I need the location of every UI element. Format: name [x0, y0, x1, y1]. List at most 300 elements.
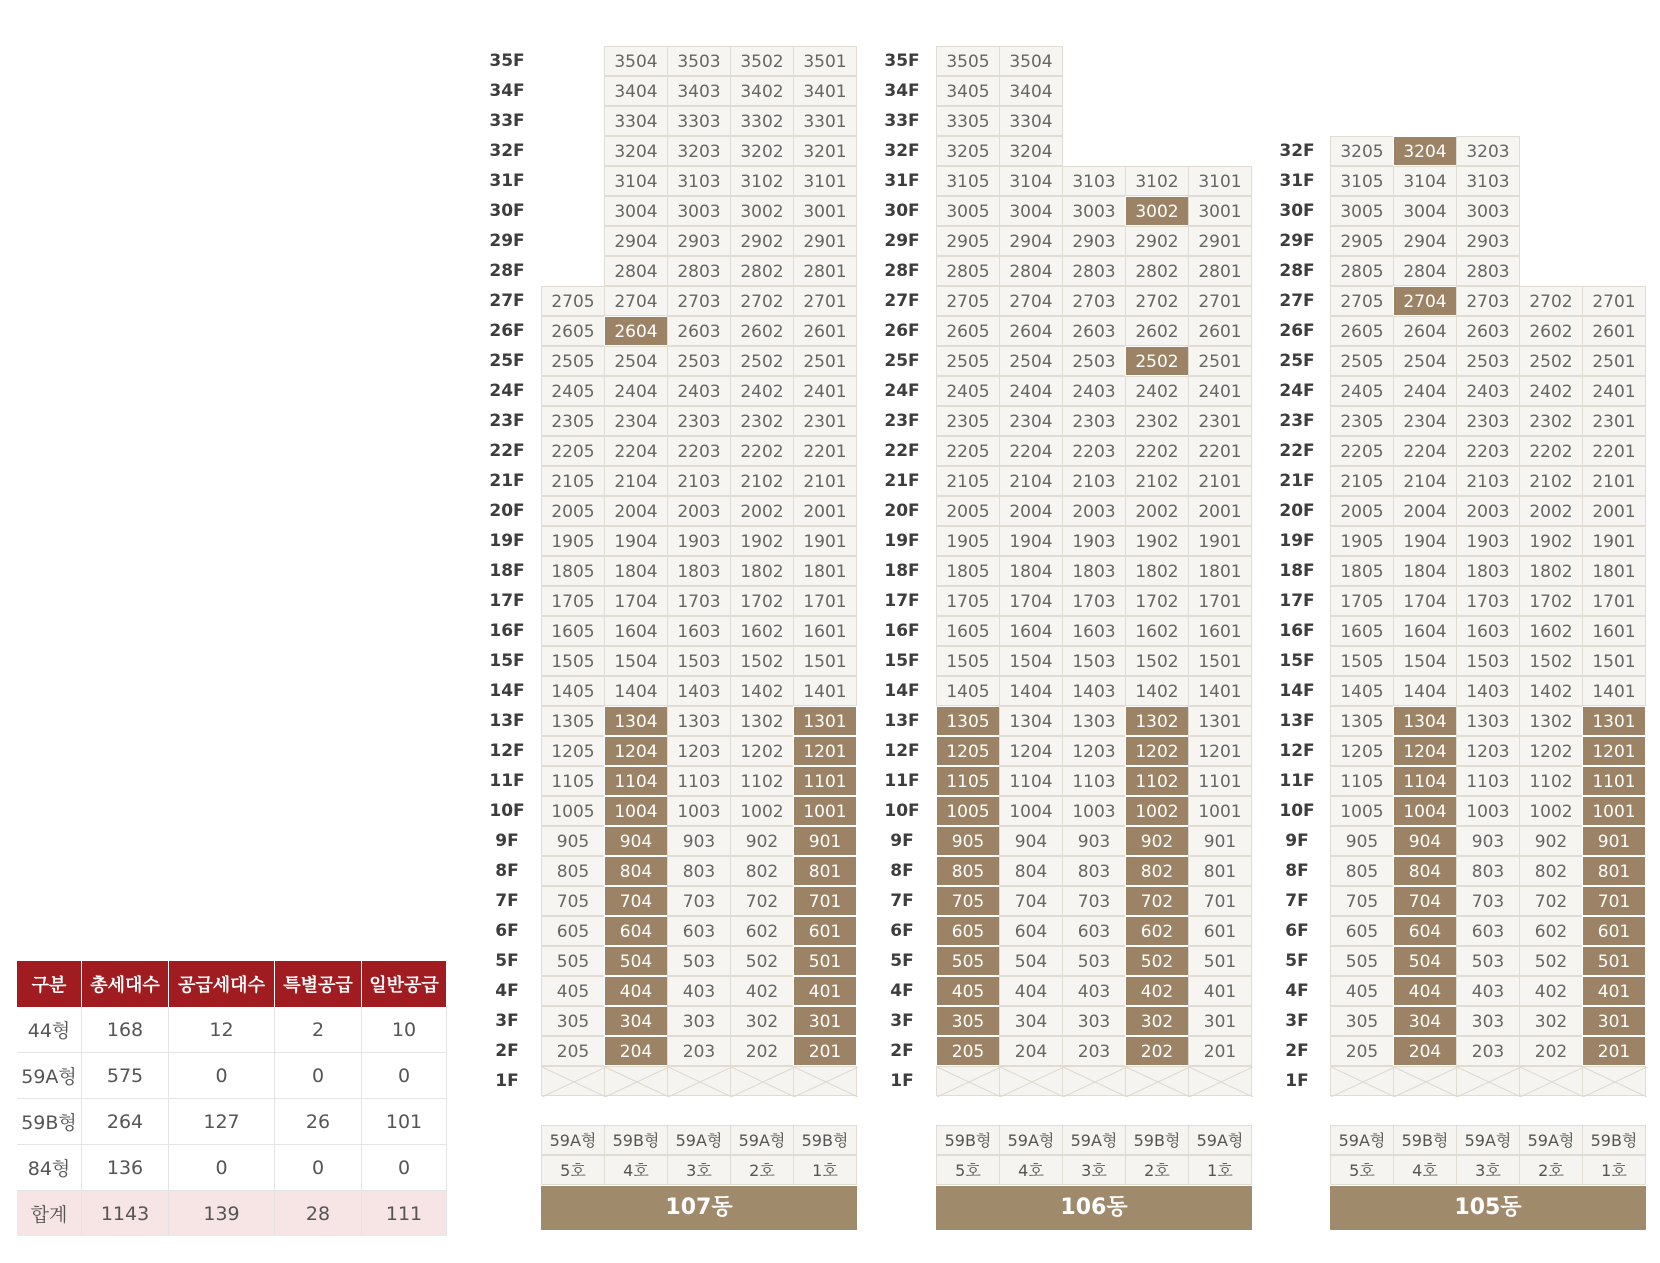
unit-cell-highlighted[interactable]: 304 — [604, 1006, 668, 1036]
unit-cell[interactable]: 202 — [1519, 1036, 1583, 1066]
unit-cell[interactable]: 2803 — [1062, 256, 1126, 286]
unit-cell-highlighted[interactable]: 2704 — [1393, 286, 1457, 316]
unit-cell[interactable]: 1602 — [1519, 616, 1583, 646]
unit-cell[interactable]: 201 — [1188, 1036, 1252, 1066]
unit-cell[interactable]: 2903 — [667, 226, 731, 256]
unit-cell-highlighted[interactable]: 501 — [1582, 946, 1646, 976]
unit-cell[interactable]: 2103 — [1456, 466, 1520, 496]
unit-cell[interactable]: 2901 — [793, 226, 857, 256]
unit-cell-highlighted[interactable]: 605 — [936, 916, 1000, 946]
unit-cell[interactable]: 1105 — [541, 766, 605, 796]
unit-cell[interactable]: 3003 — [667, 196, 731, 226]
unit-cell[interactable]: 1504 — [999, 646, 1063, 676]
unit-cell[interactable]: 801 — [1188, 856, 1252, 886]
unit-cell[interactable]: 1603 — [667, 616, 731, 646]
unit-cell[interactable]: 3405 — [936, 76, 1000, 106]
unit-cell[interactable]: 205 — [541, 1036, 605, 1066]
unit-cell[interactable]: 1103 — [667, 766, 731, 796]
unit-cell[interactable]: 1402 — [1125, 676, 1189, 706]
unit-cell[interactable]: 1604 — [604, 616, 668, 646]
unit-cell[interactable]: 2803 — [667, 256, 731, 286]
unit-cell[interactable]: 1105 — [1330, 766, 1394, 796]
unit-cell[interactable]: 3005 — [1330, 196, 1394, 226]
unit-cell[interactable]: 804 — [999, 856, 1063, 886]
unit-cell[interactable]: 3202 — [730, 136, 794, 166]
unit-cell[interactable]: 2304 — [604, 406, 668, 436]
unit-cell[interactable]: 2005 — [936, 496, 1000, 526]
unit-cell[interactable]: 1103 — [1062, 766, 1126, 796]
unit-cell[interactable]: 2903 — [1456, 226, 1520, 256]
unit-cell-highlighted[interactable]: 902 — [1125, 826, 1189, 856]
unit-cell[interactable]: 1803 — [1062, 556, 1126, 586]
unit-cell-highlighted[interactable]: 801 — [1582, 856, 1646, 886]
unit-cell-highlighted[interactable]: 601 — [1582, 916, 1646, 946]
unit-cell[interactable]: 1405 — [541, 676, 605, 706]
unit-cell[interactable]: 1802 — [730, 556, 794, 586]
unit-cell[interactable]: 2503 — [667, 346, 731, 376]
unit-cell[interactable]: 402 — [1519, 976, 1583, 1006]
unit-cell[interactable]: 3102 — [1125, 166, 1189, 196]
unit-cell[interactable]: 2101 — [1582, 466, 1646, 496]
unit-cell-highlighted[interactable]: 304 — [1393, 1006, 1457, 1036]
unit-cell[interactable]: 2203 — [1456, 436, 1520, 466]
unit-cell[interactable]: 1502 — [730, 646, 794, 676]
unit-cell[interactable]: 2404 — [1393, 376, 1457, 406]
unit-cell[interactable]: 2705 — [936, 286, 1000, 316]
unit-cell[interactable]: 2402 — [730, 376, 794, 406]
unit-cell-highlighted[interactable]: 202 — [1125, 1036, 1189, 1066]
unit-cell[interactable]: 2703 — [667, 286, 731, 316]
unit-cell[interactable]: 305 — [541, 1006, 605, 1036]
unit-cell[interactable]: 2801 — [793, 256, 857, 286]
unit-cell[interactable]: 1805 — [1330, 556, 1394, 586]
unit-cell[interactable]: 203 — [667, 1036, 731, 1066]
unit-cell[interactable]: 2405 — [936, 376, 1000, 406]
unit-cell[interactable]: 1201 — [1188, 736, 1252, 766]
unit-cell[interactable]: 2904 — [1393, 226, 1457, 256]
unit-cell[interactable]: 1704 — [1393, 586, 1457, 616]
unit-cell-highlighted[interactable]: 804 — [1393, 856, 1457, 886]
unit-cell[interactable]: 1602 — [1125, 616, 1189, 646]
unit-cell[interactable]: 2704 — [604, 286, 668, 316]
unit-cell-highlighted[interactable]: 401 — [793, 976, 857, 1006]
unit-cell-highlighted[interactable]: 1302 — [1125, 706, 1189, 736]
unit-cell[interactable]: 3302 — [730, 106, 794, 136]
unit-cell[interactable]: 1805 — [541, 556, 605, 586]
unit-cell[interactable]: 2701 — [1582, 286, 1646, 316]
unit-cell-highlighted[interactable]: 1201 — [793, 736, 857, 766]
unit-cell[interactable]: 3504 — [604, 46, 668, 76]
unit-cell[interactable]: 1903 — [667, 526, 731, 556]
unit-cell[interactable]: 1801 — [1188, 556, 1252, 586]
unit-cell-highlighted[interactable]: 704 — [1393, 886, 1457, 916]
unit-cell-highlighted[interactable]: 1204 — [604, 736, 668, 766]
unit-cell-highlighted[interactable]: 1304 — [1393, 706, 1457, 736]
unit-cell[interactable]: 1602 — [730, 616, 794, 646]
unit-cell[interactable]: 2403 — [1456, 376, 1520, 406]
unit-cell[interactable]: 802 — [1519, 856, 1583, 886]
unit-cell[interactable]: 2303 — [1456, 406, 1520, 436]
unit-cell-highlighted[interactable]: 1301 — [1582, 706, 1646, 736]
unit-cell[interactable]: 2001 — [1188, 496, 1252, 526]
unit-cell[interactable]: 2604 — [1393, 316, 1457, 346]
unit-cell[interactable]: 1501 — [793, 646, 857, 676]
unit-cell[interactable]: 905 — [1330, 826, 1394, 856]
unit-cell-highlighted[interactable]: 705 — [936, 886, 1000, 916]
unit-cell[interactable]: 1803 — [1456, 556, 1520, 586]
unit-cell[interactable]: 3205 — [936, 136, 1000, 166]
unit-cell[interactable]: 903 — [1456, 826, 1520, 856]
unit-cell[interactable]: 602 — [1519, 916, 1583, 946]
unit-cell[interactable]: 1802 — [1125, 556, 1189, 586]
unit-cell[interactable]: 1003 — [667, 796, 731, 826]
unit-cell[interactable]: 1302 — [1519, 706, 1583, 736]
unit-cell[interactable]: 2103 — [1062, 466, 1126, 496]
unit-cell[interactable]: 1603 — [1456, 616, 1520, 646]
unit-cell[interactable]: 403 — [1456, 976, 1520, 1006]
unit-cell[interactable]: 705 — [541, 886, 605, 916]
unit-cell[interactable]: 3404 — [999, 76, 1063, 106]
unit-cell[interactable]: 3301 — [793, 106, 857, 136]
unit-cell-highlighted[interactable]: 802 — [1125, 856, 1189, 886]
unit-cell[interactable]: 3004 — [1393, 196, 1457, 226]
unit-cell[interactable]: 902 — [730, 826, 794, 856]
unit-cell[interactable]: 2501 — [1188, 346, 1252, 376]
unit-cell[interactable]: 1403 — [1456, 676, 1520, 706]
unit-cell[interactable]: 2501 — [1582, 346, 1646, 376]
unit-cell-highlighted[interactable]: 1102 — [1125, 766, 1189, 796]
unit-cell[interactable]: 1101 — [1188, 766, 1252, 796]
unit-cell[interactable]: 2201 — [1582, 436, 1646, 466]
unit-cell[interactable]: 1002 — [1519, 796, 1583, 826]
unit-cell[interactable]: 3404 — [604, 76, 668, 106]
unit-cell[interactable]: 1505 — [936, 646, 1000, 676]
unit-cell[interactable]: 3401 — [793, 76, 857, 106]
unit-cell[interactable]: 2203 — [667, 436, 731, 466]
unit-cell[interactable]: 805 — [1330, 856, 1394, 886]
unit-cell[interactable]: 1401 — [1582, 676, 1646, 706]
unit-cell[interactable]: 505 — [1330, 946, 1394, 976]
unit-cell-highlighted[interactable]: 1104 — [604, 766, 668, 796]
unit-cell[interactable]: 1203 — [1456, 736, 1520, 766]
unit-cell[interactable]: 2501 — [793, 346, 857, 376]
unit-cell[interactable]: 2903 — [1062, 226, 1126, 256]
unit-cell[interactable]: 1604 — [999, 616, 1063, 646]
unit-cell[interactable]: 3201 — [793, 136, 857, 166]
unit-cell[interactable]: 403 — [1062, 976, 1126, 1006]
unit-cell[interactable]: 1705 — [936, 586, 1000, 616]
unit-cell[interactable]: 205 — [1330, 1036, 1394, 1066]
unit-cell-highlighted[interactable]: 504 — [604, 946, 668, 976]
unit-cell[interactable]: 1502 — [1519, 646, 1583, 676]
unit-cell[interactable]: 1605 — [541, 616, 605, 646]
unit-cell-highlighted[interactable]: 901 — [793, 826, 857, 856]
unit-cell[interactable]: 1302 — [730, 706, 794, 736]
unit-cell[interactable]: 2401 — [1582, 376, 1646, 406]
unit-cell[interactable]: 1603 — [1062, 616, 1126, 646]
unit-cell[interactable]: 2805 — [936, 256, 1000, 286]
unit-cell[interactable]: 1902 — [730, 526, 794, 556]
unit-cell[interactable]: 2605 — [936, 316, 1000, 346]
unit-cell[interactable]: 2105 — [936, 466, 1000, 496]
unit-cell-highlighted[interactable]: 402 — [1125, 976, 1189, 1006]
unit-cell-highlighted[interactable]: 204 — [1393, 1036, 1457, 1066]
unit-cell[interactable]: 1303 — [1456, 706, 1520, 736]
unit-cell-highlighted[interactable]: 1305 — [936, 706, 1000, 736]
unit-cell-highlighted[interactable]: 904 — [604, 826, 668, 856]
unit-cell[interactable]: 1903 — [1062, 526, 1126, 556]
unit-cell[interactable]: 1402 — [1519, 676, 1583, 706]
unit-cell[interactable]: 2001 — [1582, 496, 1646, 526]
unit-cell-highlighted[interactable]: 1001 — [793, 796, 857, 826]
unit-cell[interactable]: 2702 — [730, 286, 794, 316]
unit-cell[interactable]: 3403 — [667, 76, 731, 106]
unit-cell[interactable]: 2702 — [1125, 286, 1189, 316]
unit-cell[interactable]: 2202 — [1125, 436, 1189, 466]
unit-cell[interactable]: 1404 — [604, 676, 668, 706]
unit-cell[interactable]: 2704 — [999, 286, 1063, 316]
unit-cell[interactable]: 2204 — [999, 436, 1063, 466]
unit-cell[interactable]: 2203 — [1062, 436, 1126, 466]
unit-cell[interactable]: 3501 — [793, 46, 857, 76]
unit-cell[interactable]: 401 — [1188, 976, 1252, 1006]
unit-cell[interactable]: 2304 — [1393, 406, 1457, 436]
unit-cell[interactable]: 1705 — [541, 586, 605, 616]
unit-cell[interactable]: 603 — [667, 916, 731, 946]
unit-cell[interactable]: 2204 — [1393, 436, 1457, 466]
unit-cell[interactable]: 1503 — [1456, 646, 1520, 676]
unit-cell-highlighted[interactable]: 804 — [604, 856, 668, 886]
unit-cell-highlighted[interactable]: 704 — [604, 886, 668, 916]
unit-cell[interactable]: 3104 — [604, 166, 668, 196]
unit-cell[interactable]: 2405 — [541, 376, 605, 406]
unit-cell[interactable]: 703 — [1062, 886, 1126, 916]
unit-cell[interactable]: 2102 — [1519, 466, 1583, 496]
unit-cell-highlighted[interactable]: 602 — [1125, 916, 1189, 946]
unit-cell[interactable]: 2703 — [1456, 286, 1520, 316]
unit-cell[interactable]: 1801 — [793, 556, 857, 586]
unit-cell[interactable]: 1404 — [999, 676, 1063, 706]
unit-cell[interactable]: 2002 — [1125, 496, 1189, 526]
unit-cell[interactable]: 1005 — [1330, 796, 1394, 826]
unit-cell-highlighted[interactable]: 404 — [1393, 976, 1457, 1006]
unit-cell[interactable]: 2804 — [604, 256, 668, 286]
unit-cell[interactable]: 403 — [667, 976, 731, 1006]
unit-cell[interactable]: 1202 — [1519, 736, 1583, 766]
unit-cell[interactable]: 503 — [1062, 946, 1126, 976]
unit-cell[interactable]: 803 — [1062, 856, 1126, 886]
unit-cell[interactable]: 1003 — [1062, 796, 1126, 826]
unit-cell[interactable]: 2805 — [1330, 256, 1394, 286]
unit-cell[interactable]: 1004 — [999, 796, 1063, 826]
unit-cell[interactable]: 503 — [667, 946, 731, 976]
unit-cell[interactable]: 1904 — [999, 526, 1063, 556]
unit-cell[interactable]: 203 — [1456, 1036, 1520, 1066]
unit-cell[interactable]: 1303 — [667, 706, 731, 736]
unit-cell[interactable]: 3305 — [936, 106, 1000, 136]
unit-cell-highlighted[interactable]: 3204 — [1393, 136, 1457, 166]
unit-cell[interactable]: 3304 — [604, 106, 668, 136]
unit-cell-highlighted[interactable]: 1105 — [936, 766, 1000, 796]
unit-cell-highlighted[interactable]: 901 — [1582, 826, 1646, 856]
unit-cell[interactable]: 2504 — [1393, 346, 1457, 376]
unit-cell[interactable]: 2702 — [1519, 286, 1583, 316]
unit-cell[interactable]: 1305 — [1330, 706, 1394, 736]
unit-cell[interactable]: 1702 — [1125, 586, 1189, 616]
unit-cell[interactable]: 2402 — [1125, 376, 1189, 406]
unit-cell[interactable]: 3105 — [1330, 166, 1394, 196]
unit-cell[interactable]: 2204 — [604, 436, 668, 466]
unit-cell[interactable]: 1505 — [541, 646, 605, 676]
unit-cell-highlighted[interactable]: 405 — [936, 976, 1000, 1006]
unit-cell[interactable]: 1401 — [793, 676, 857, 706]
unit-cell[interactable]: 2405 — [1330, 376, 1394, 406]
unit-cell[interactable]: 2003 — [1456, 496, 1520, 526]
unit-cell[interactable]: 2202 — [1519, 436, 1583, 466]
unit-cell[interactable]: 1904 — [604, 526, 668, 556]
unit-cell[interactable]: 3103 — [1062, 166, 1126, 196]
unit-cell-highlighted[interactable]: 1205 — [936, 736, 1000, 766]
unit-cell[interactable]: 1601 — [1188, 616, 1252, 646]
unit-cell[interactable]: 2005 — [1330, 496, 1394, 526]
unit-cell[interactable]: 901 — [1188, 826, 1252, 856]
unit-cell[interactable]: 2901 — [1188, 226, 1252, 256]
unit-cell[interactable]: 305 — [1330, 1006, 1394, 1036]
unit-cell[interactable]: 1402 — [730, 676, 794, 706]
unit-cell[interactable]: 502 — [730, 946, 794, 976]
unit-cell[interactable]: 701 — [1188, 886, 1252, 916]
unit-cell[interactable]: 1403 — [1062, 676, 1126, 706]
unit-cell[interactable]: 1504 — [1393, 646, 1457, 676]
unit-cell[interactable]: 2502 — [730, 346, 794, 376]
unit-cell[interactable]: 405 — [1330, 976, 1394, 1006]
unit-cell[interactable]: 1001 — [1188, 796, 1252, 826]
unit-cell[interactable]: 202 — [730, 1036, 794, 1066]
unit-cell[interactable]: 1504 — [604, 646, 668, 676]
unit-cell[interactable]: 602 — [730, 916, 794, 946]
unit-cell[interactable]: 2905 — [1330, 226, 1394, 256]
unit-cell[interactable]: 905 — [541, 826, 605, 856]
unit-cell[interactable]: 1804 — [604, 556, 668, 586]
unit-cell[interactable]: 1404 — [1393, 676, 1457, 706]
unit-cell[interactable]: 2801 — [1188, 256, 1252, 286]
unit-cell[interactable]: 2205 — [936, 436, 1000, 466]
unit-cell[interactable]: 903 — [667, 826, 731, 856]
unit-cell[interactable]: 3003 — [1456, 196, 1520, 226]
unit-cell[interactable]: 904 — [999, 826, 1063, 856]
unit-cell[interactable]: 2401 — [1188, 376, 1252, 406]
unit-cell[interactable]: 2102 — [730, 466, 794, 496]
unit-cell[interactable]: 705 — [1330, 886, 1394, 916]
unit-cell[interactable]: 1905 — [1330, 526, 1394, 556]
unit-cell[interactable]: 1902 — [1125, 526, 1189, 556]
unit-cell[interactable]: 2205 — [1330, 436, 1394, 466]
unit-cell[interactable]: 2602 — [1125, 316, 1189, 346]
unit-cell[interactable]: 2004 — [999, 496, 1063, 526]
unit-cell[interactable]: 3205 — [1330, 136, 1394, 166]
unit-cell[interactable]: 2305 — [541, 406, 605, 436]
unit-cell-highlighted[interactable]: 1004 — [1393, 796, 1457, 826]
unit-cell[interactable]: 3402 — [730, 76, 794, 106]
unit-cell[interactable]: 1604 — [1393, 616, 1457, 646]
unit-cell[interactable]: 3104 — [1393, 166, 1457, 196]
unit-cell[interactable]: 1704 — [604, 586, 668, 616]
unit-cell[interactable]: 2301 — [1188, 406, 1252, 436]
unit-cell[interactable]: 2403 — [667, 376, 731, 406]
unit-cell[interactable]: 502 — [1519, 946, 1583, 976]
unit-cell[interactable]: 2104 — [1393, 466, 1457, 496]
unit-cell[interactable]: 1305 — [541, 706, 605, 736]
unit-cell[interactable]: 2603 — [1062, 316, 1126, 346]
unit-cell[interactable]: 1405 — [1330, 676, 1394, 706]
unit-cell[interactable]: 204 — [999, 1036, 1063, 1066]
unit-cell-highlighted[interactable]: 1104 — [1393, 766, 1457, 796]
unit-cell-highlighted[interactable]: 1101 — [793, 766, 857, 796]
unit-cell[interactable]: 1205 — [1330, 736, 1394, 766]
unit-cell[interactable]: 304 — [999, 1006, 1063, 1036]
unit-cell[interactable]: 3303 — [667, 106, 731, 136]
unit-cell[interactable]: 603 — [1062, 916, 1126, 946]
unit-cell-highlighted[interactable]: 1101 — [1582, 766, 1646, 796]
unit-cell[interactable]: 3204 — [604, 136, 668, 166]
unit-cell[interactable]: 2201 — [1188, 436, 1252, 466]
unit-cell[interactable]: 2002 — [730, 496, 794, 526]
unit-cell[interactable]: 1601 — [793, 616, 857, 646]
unit-cell[interactable]: 702 — [730, 886, 794, 916]
unit-cell[interactable]: 302 — [1519, 1006, 1583, 1036]
unit-cell[interactable]: 2104 — [604, 466, 668, 496]
unit-cell-highlighted[interactable]: 401 — [1582, 976, 1646, 1006]
unit-cell[interactable]: 2001 — [793, 496, 857, 526]
unit-cell[interactable]: 1801 — [1582, 556, 1646, 586]
unit-cell[interactable]: 1702 — [1519, 586, 1583, 616]
unit-cell[interactable]: 603 — [1456, 916, 1520, 946]
unit-cell[interactable]: 1503 — [1062, 646, 1126, 676]
unit-cell[interactable]: 2602 — [1519, 316, 1583, 346]
unit-cell[interactable]: 2201 — [793, 436, 857, 466]
unit-cell[interactable]: 1804 — [1393, 556, 1457, 586]
unit-cell[interactable]: 1405 — [936, 676, 1000, 706]
unit-cell[interactable]: 2904 — [604, 226, 668, 256]
unit-cell[interactable]: 1901 — [793, 526, 857, 556]
unit-cell[interactable]: 1901 — [1582, 526, 1646, 556]
unit-cell-highlighted[interactable]: 905 — [936, 826, 1000, 856]
unit-cell[interactable]: 3105 — [936, 166, 1000, 196]
unit-cell[interactable]: 3505 — [936, 46, 1000, 76]
unit-cell[interactable]: 902 — [1519, 826, 1583, 856]
unit-cell[interactable]: 2703 — [1062, 286, 1126, 316]
unit-cell-highlighted[interactable]: 1201 — [1582, 736, 1646, 766]
unit-cell[interactable]: 903 — [1062, 826, 1126, 856]
unit-cell[interactable]: 1301 — [1188, 706, 1252, 736]
unit-cell[interactable]: 3502 — [730, 46, 794, 76]
unit-cell[interactable]: 1805 — [936, 556, 1000, 586]
unit-cell[interactable]: 2301 — [793, 406, 857, 436]
unit-cell[interactable]: 302 — [730, 1006, 794, 1036]
unit-cell[interactable]: 2705 — [541, 286, 605, 316]
unit-cell[interactable]: 1703 — [1062, 586, 1126, 616]
unit-cell-highlighted[interactable]: 3002 — [1125, 196, 1189, 226]
unit-cell[interactable]: 2705 — [1330, 286, 1394, 316]
unit-cell[interactable]: 3503 — [667, 46, 731, 76]
unit-cell[interactable]: 3101 — [1188, 166, 1252, 196]
unit-cell[interactable]: 1701 — [793, 586, 857, 616]
unit-cell[interactable]: 1902 — [1519, 526, 1583, 556]
unit-cell[interactable]: 405 — [541, 976, 605, 1006]
unit-cell[interactable]: 1203 — [667, 736, 731, 766]
unit-cell[interactable]: 1605 — [1330, 616, 1394, 646]
unit-cell[interactable]: 2003 — [667, 496, 731, 526]
